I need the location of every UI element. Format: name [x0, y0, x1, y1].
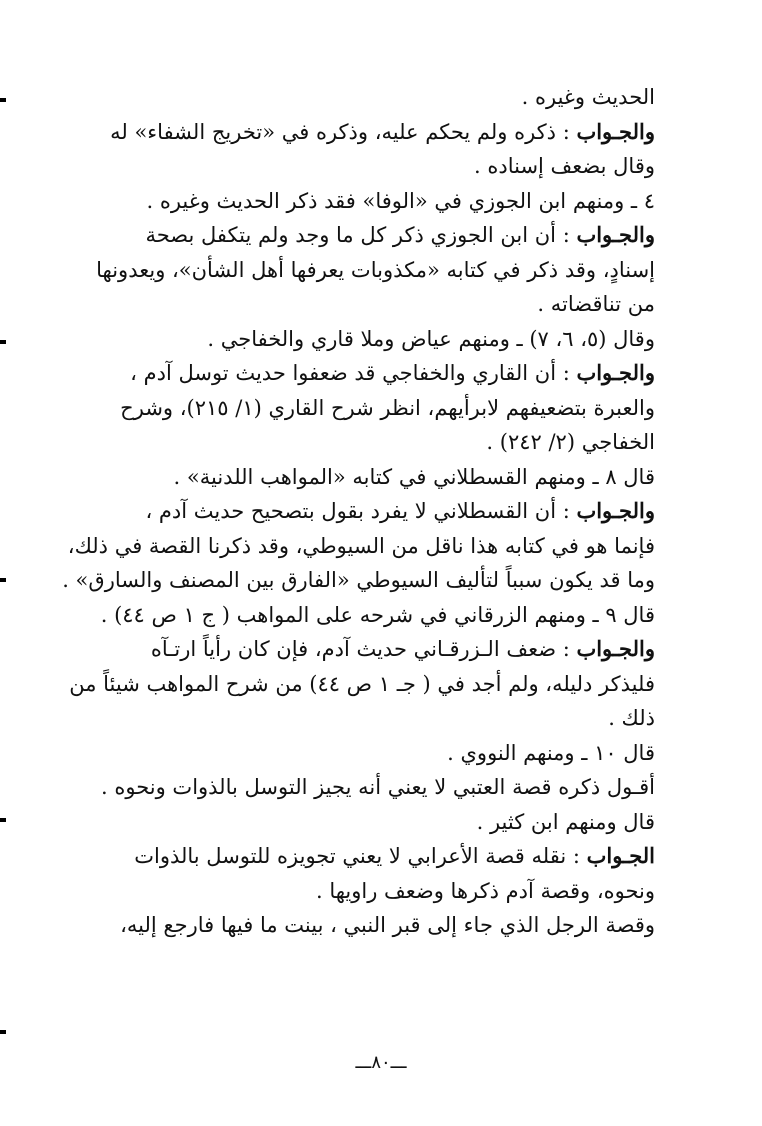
- text-line: [110, 184, 655, 219]
- text-line: [110, 805, 655, 840]
- margin-mark: [0, 98, 6, 102]
- text-line: [110, 908, 655, 943]
- margin-mark: [0, 578, 6, 582]
- text-line: [110, 874, 655, 909]
- line-text: : ذكره ولم يحكم عليه، وذكره في «تخريج الشفاء» له: [110, 119, 577, 144]
- line-text: وقصة الرجل الذي جاء إلى قبر النبي ، بينت ما فيها فارجع إليه،: [120, 913, 655, 937]
- line-text: ٤ ـ ومنهم ابن الجوزي في «الوفا» فقد ذكر الحديث وغيره .: [146, 188, 655, 213]
- line-text: قال ٩ ـ ومنهم الزرقاني في شرحه على المواهب ( ج ١ ص ٤٤) .: [100, 602, 655, 627]
- answer-label: والجـواب: [576, 360, 655, 385]
- line-text: : أن القاري والخفاجي قد ضعفوا حديث توسل آدم ،: [130, 361, 577, 385]
- text-line: [110, 701, 655, 736]
- line-text: الخفاجي (٢/ ٢٤٢) .: [486, 430, 655, 454]
- text-line: [110, 356, 655, 391]
- line-text: وما قد يكون سبباً لتأليف السيوطي «الفارق بين المصنف والسارق» .: [62, 568, 655, 592]
- margin-mark: [0, 818, 6, 822]
- line-text: من تناقضاته .: [537, 292, 655, 316]
- text-line: [110, 149, 655, 184]
- body-text: [62, 80, 655, 943]
- answer-label: والجـواب: [576, 118, 655, 144]
- text-line: [110, 460, 655, 495]
- line-text: والعبرة بتضعيفهم لابرأيهم، انظر شرح القاري (١/ ٢١٥)، وشرح: [120, 395, 655, 420]
- line-text: قال ٨ ـ ومنهم القسطلاني في كتابه «المواهب اللدنية» .: [173, 464, 655, 489]
- text-line: [110, 322, 655, 357]
- text-line: [69, 667, 655, 702]
- text-line: [110, 80, 655, 115]
- margin-mark: [0, 340, 6, 344]
- text-line: [110, 115, 655, 150]
- text-line: [110, 632, 655, 667]
- text-line: [96, 253, 655, 288]
- line-text: إسنادٍ، وقد ذكر في كتابه «مكذوبات يعرفها أهل الشأن»، ويعدونها: [96, 257, 655, 282]
- line-text: ونحوه، وقصة آدم ذكرها وضعف راويها .: [315, 878, 655, 903]
- text-line: [110, 287, 655, 322]
- text-line: [100, 598, 655, 633]
- line-text: أقـول ذكره قصة العتبي لا يعني أنه يجيز التوسل بالذوات ونحوه .: [101, 775, 655, 799]
- text-line: [110, 839, 655, 874]
- line-text: : أن القسطلاني لا يفرد بقول بتصحيح حديث آدم ،: [145, 499, 577, 523]
- line-text: وقال بضعف إسناده .: [474, 154, 655, 178]
- page-number: ـــ٨٠ـــ: [355, 1052, 407, 1073]
- text-line: [110, 736, 655, 771]
- line-text: ذلك .: [608, 706, 655, 730]
- line-text: الحديث وغيره .: [521, 85, 655, 109]
- text-line: [110, 425, 655, 460]
- text-line: [101, 770, 655, 805]
- answer-label: الجـواب: [586, 843, 655, 868]
- margin-mark: [0, 1030, 6, 1034]
- answer-label: والجـواب: [576, 636, 655, 661]
- line-text: فإنما هو في كتابه هذا ناقل من السيوطي، وقد ذكرنا القصة في ذلك،: [67, 533, 655, 558]
- line-text: : أن ابن الجوزي ذكر كل ما وجد ولم يتكفل بصحة: [145, 223, 577, 247]
- text-line: [110, 391, 655, 426]
- line-text: : نقله قصة الأعرابي لا يعني تجويزه للتوسل بالذوات: [134, 844, 587, 868]
- line-text: قال ١٠ ـ ومنهم النووي .: [447, 740, 655, 765]
- answer-label: والجـواب: [576, 222, 655, 247]
- line-text: قال ومنهم ابن كثير .: [476, 809, 655, 834]
- answer-label: والجـواب: [576, 498, 655, 523]
- line-text: : ضعف الـزرقـاني حديث آدم، فإن كان رأياً ارتـآه: [150, 637, 577, 661]
- text-line: [62, 563, 655, 598]
- line-text: فليذكر دليله، ولم أجد في ( جـ ١ ص ٤٤) من شرح المواهب شيئاً من: [69, 671, 655, 696]
- text-line: [110, 218, 655, 253]
- text-line: [67, 529, 655, 564]
- line-text: وقال (٥، ٦، ٧) ـ ومنهم عياض وملا قاري والخفاجي .: [207, 326, 655, 351]
- text-line: [110, 494, 655, 529]
